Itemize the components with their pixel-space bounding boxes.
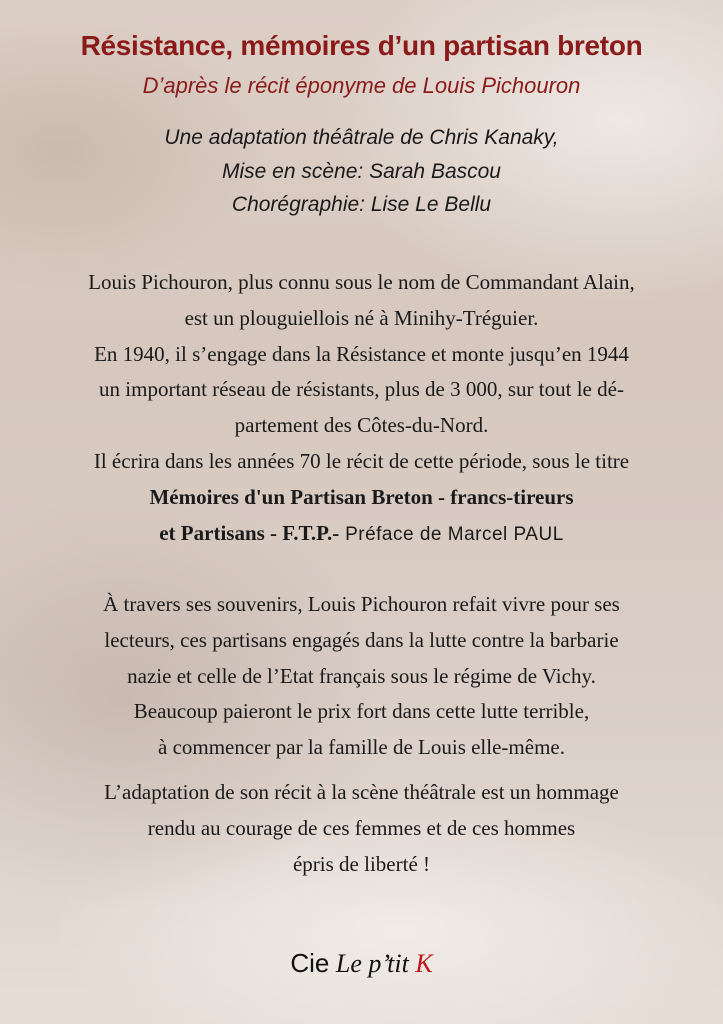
credits <box>0 121 723 222</box>
preface-text: Préface de Marcel PAUL <box>339 523 564 545</box>
text-line: est un plouguiellois né à Minihy-Tréguier. <box>184 305 539 330</box>
book-title-line: et Partisans - F.T.P.- <box>159 520 340 545</box>
logo-name: Le p’tit <box>335 949 409 978</box>
book-title-line: Mémoires d'un Partisan Breton - francs-tireurs <box>149 484 574 509</box>
text-line: L’adaptation de son récit à la scène théâtrale est un hommage <box>104 780 619 804</box>
text-line: Beaucoup paieront le prix fort dans cette lutte terrible, <box>133 699 590 724</box>
credit-choreography: Chorégraphie: Lise Le Bellu <box>231 193 492 216</box>
paragraph-biography <box>0 265 723 552</box>
logo-k: K <box>415 949 433 978</box>
text-line: nazie et celle de l’Etat français sous le régime de Vichy. <box>127 663 596 688</box>
subtitle: D’après le récit éponyme de Louis Pichouron <box>142 73 581 98</box>
text-line: À travers ses souvenirs, Louis Pichouron refait vivre pour ses <box>103 592 620 616</box>
text-line: un important réseau de résistants, plus de 3 000, sur tout le dé- <box>99 377 624 402</box>
company-logo <box>0 948 723 979</box>
text-line: En 1940, il s’engage dans la Résistance et monte jusqu’en 1944 <box>94 341 629 366</box>
text-line: épris de liberté ! <box>292 851 431 876</box>
page-title: Résistance, mémoires d’un partisan breton <box>80 30 643 61</box>
book-title-preface-line <box>0 516 723 553</box>
logo-prefix: Cie <box>290 948 330 978</box>
paragraph-tribute <box>0 775 723 882</box>
text-line: à commencer par la famille de Louis elle-même. <box>158 735 565 760</box>
text-line: Louis Pichouron, plus connu sous le nom de Commandant Alain, <box>88 270 635 294</box>
paragraph-memories <box>0 587 723 766</box>
text-line: rendu au courage de ces femmes et de ces hommes <box>147 815 576 840</box>
text-line: Il écrira dans les années 70 le récit de cette période, sous le titre <box>93 448 630 473</box>
text-line: lecteurs, ces partisans engagés dans la lutte contre la barbarie <box>104 627 619 652</box>
credit-direction: Mise en scène: Sarah Bascou <box>222 159 501 183</box>
text-line: partement des Côtes-du-Nord. <box>234 413 489 438</box>
credit-adaptation: Une adaptation théâtrale de Chris Kanaky, <box>164 126 559 149</box>
